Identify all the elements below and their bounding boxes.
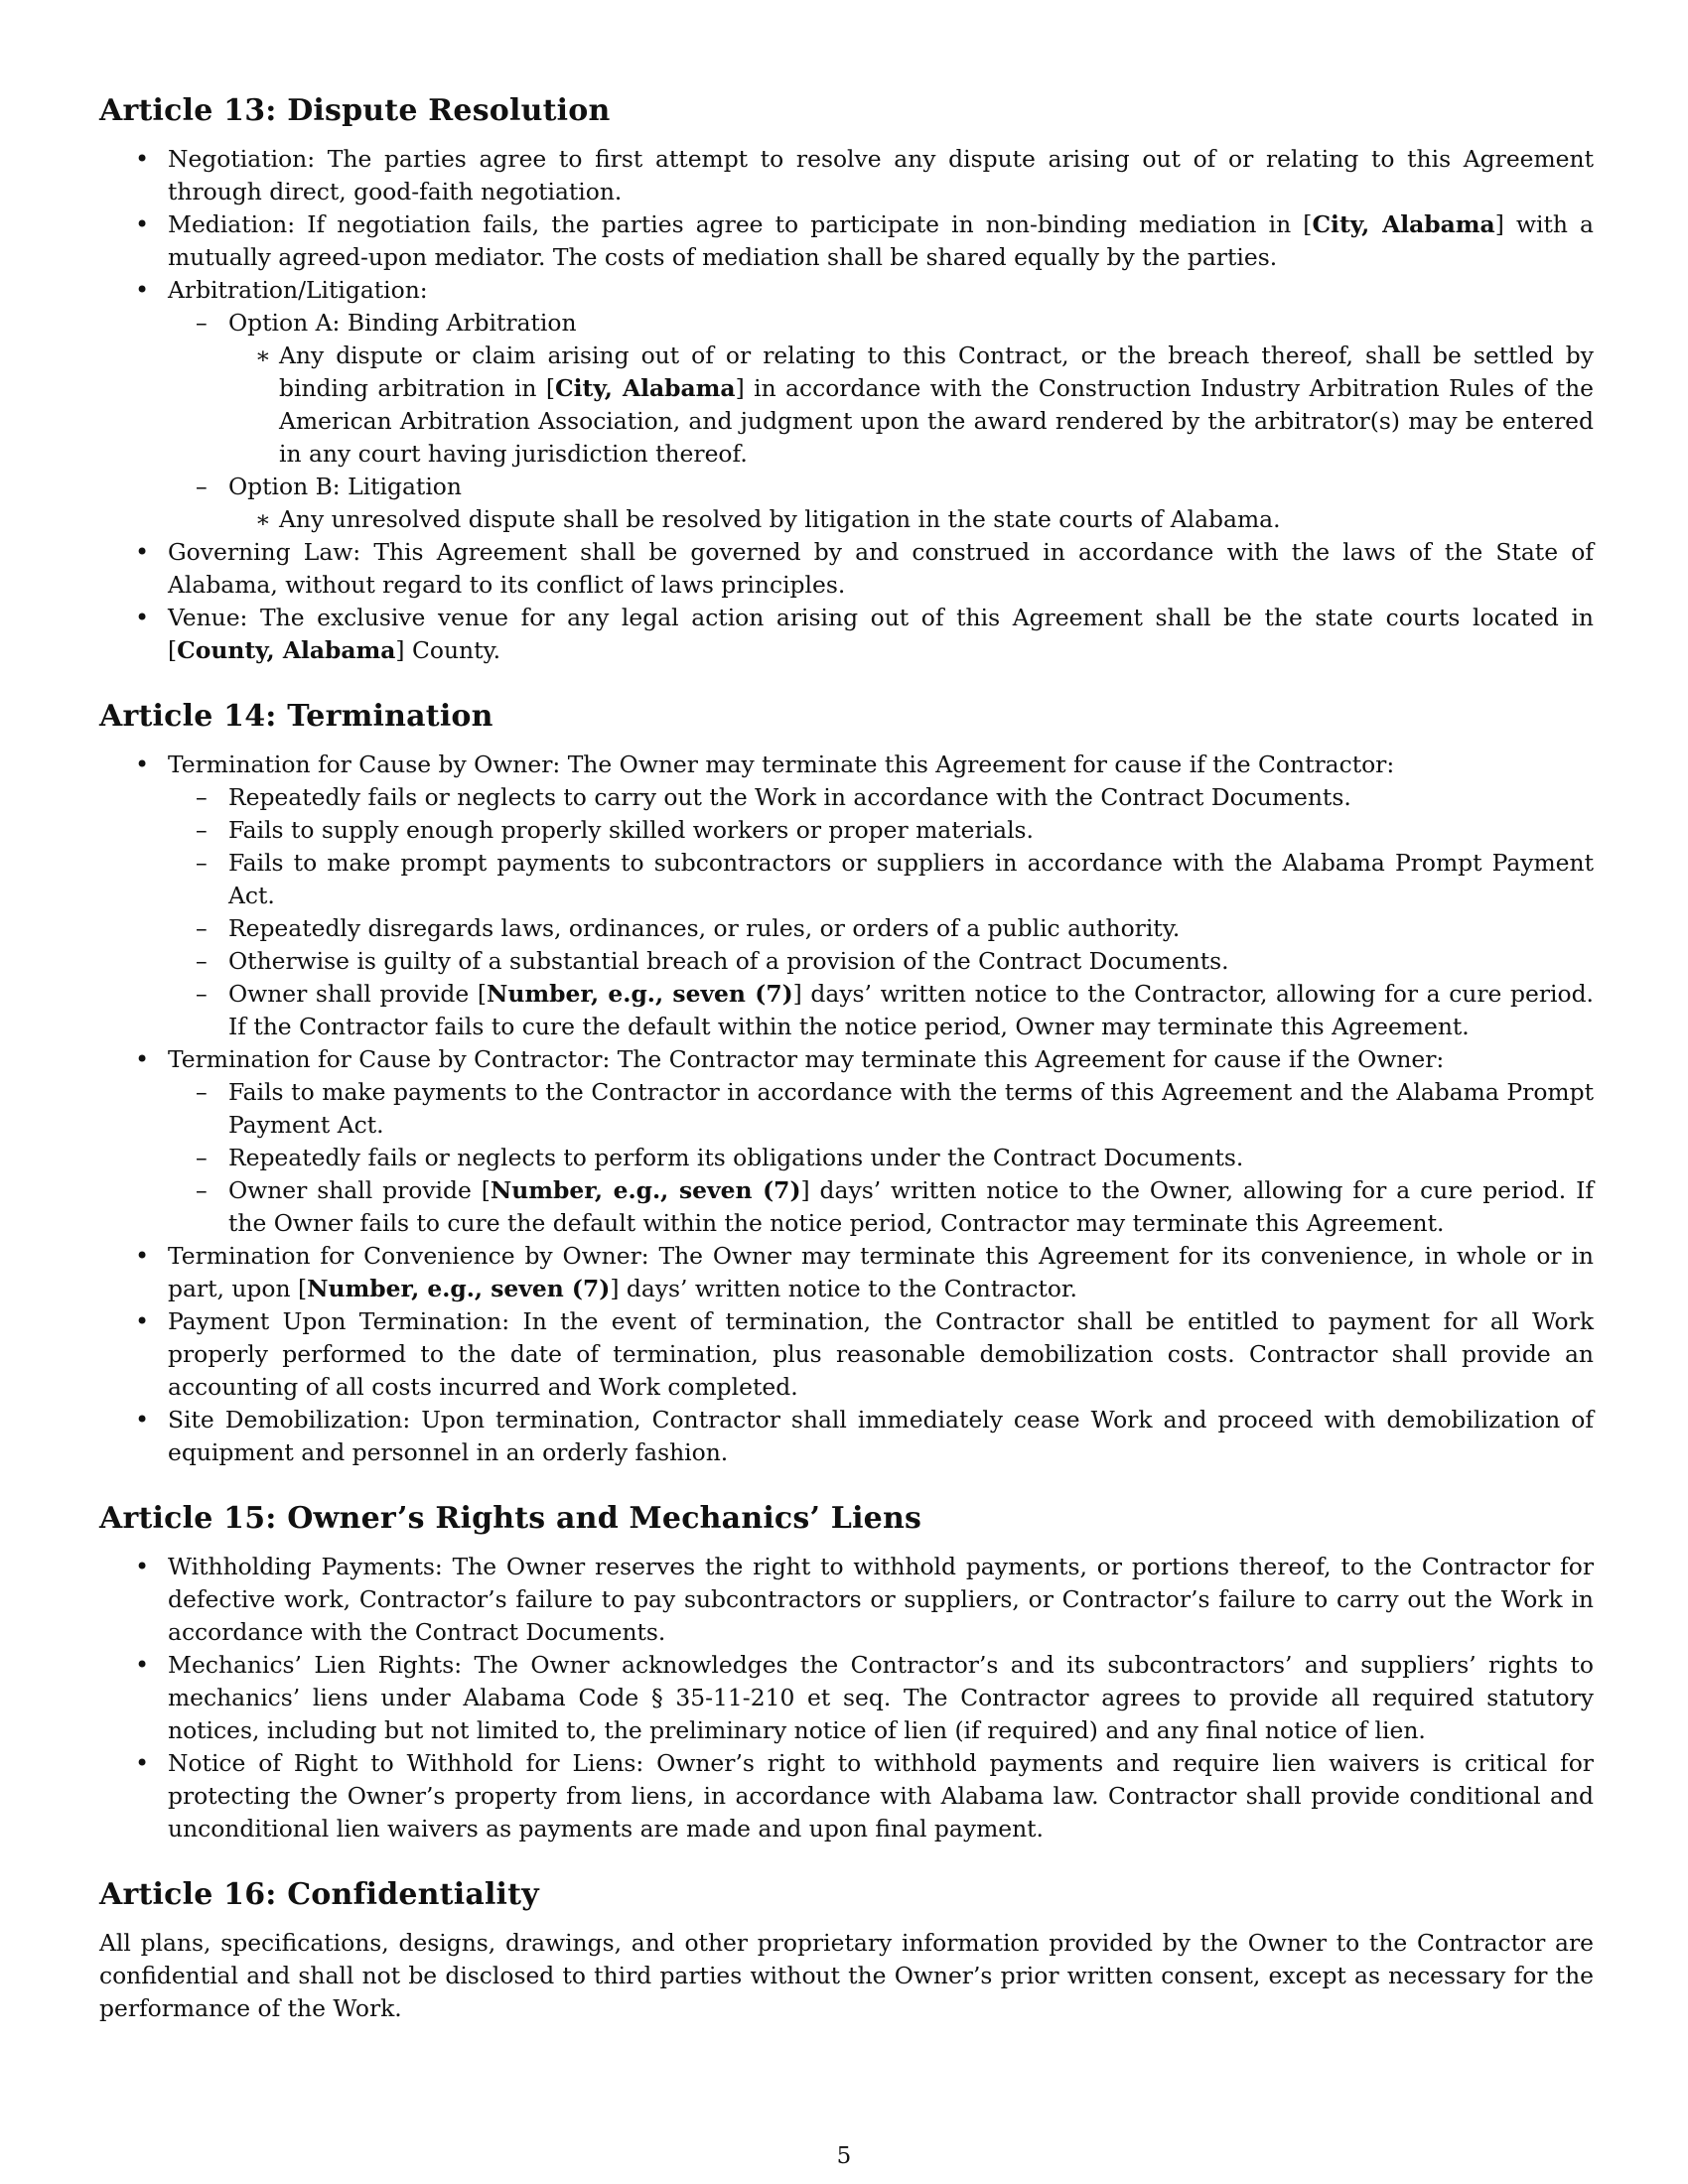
article-16-section xyxy=(99,1875,1594,2025)
document-page xyxy=(99,91,1594,2055)
contractor-notice-item: – Owner shall provide [Number, e.g., seven (7)] days’ written notice to the Owner, allowing for a cure period. If the Owner fails to cure the default within the notice period, Contractor may terminate this Agreement. xyxy=(168,1174,1594,1240)
list-item: – Repeatedly fails or neglects to carry out the Work in accordance with the Contract Documents. xyxy=(168,781,1594,814)
page-number: 5 xyxy=(836,2143,852,2169)
withhold-notice-item: • Notice of Right to Withhold for Liens: Owner’s right to withhold payments and require lien waivers is critical for protecting the Owner’s property from liens, in accordance with Alabama law. Contractor shall provide conditional and unconditional lien waivers as payments are made and upon final payment. xyxy=(99,1747,1594,1845)
list-item: – Fails to make payments to the Contractor in accordance with the terms of this Agreement and the Alabama Prompt Payment Act. xyxy=(168,1076,1594,1142)
list-item: – Repeatedly fails or neglects to perform its obligations under the Contract Documents. xyxy=(168,1142,1594,1174)
option-b-text: ∗ Any unresolved dispute shall be resolved by litigation in the state courts of Alabama. xyxy=(228,503,1594,536)
article-14-heading: Article 14: Termination xyxy=(99,699,493,734)
article-14-list xyxy=(99,749,1594,1469)
list-item: – Otherwise is guilty of a substantial breach of a provision of the Contract Documents. xyxy=(168,945,1594,978)
mediation-item: • Mediation: If negotiation fails, the parties agree to participate in non-binding mediation in [City, Alabama] with a mutually agreed-upon mediator. The costs of mediation shall be shared equally by the parties. xyxy=(99,208,1594,274)
option-a-text: ∗ Any dispute or claim arising out of or relating to this Contract, or the breach thereof, shall be settled by binding arbitration in [City, Alabama] in accordance with the Construction Industry Arbitration Rules of the American Arbitration Association, and judgment upon the award rendered by the arbitrator(s) may be entered in any court having jurisdiction thereof. xyxy=(228,340,1594,471)
contractor-cause-item: • Termination for Cause by Contractor: The Contractor may terminate this Agreement for cause if the Owner: – Fails to make payments to the Contractor in accordance with the terms of this Agreement and the Alabama Prompt Payment Act. – Repeatedly fails or neglects to perform its obligations under the Contract Documents. – Owner shall provide [Number, e.g., seven (7)] days’ written notice to the Owner, allowing for a cure period. If the Owner fails to cure the default within the notice period, Contractor may terminate this Agreement. xyxy=(99,1043,1594,1240)
list-item: – Repeatedly disregards laws, ordinances, or rules, or orders of a public authority. xyxy=(168,912,1594,945)
list-item: – Fails to make prompt payments to subcontractors or suppliers in accordance with the Alabama Prompt Payment Act. xyxy=(168,847,1594,912)
article-16-heading: Article 16: Confidentiality xyxy=(99,1877,539,1912)
article-15-section xyxy=(99,1499,1594,1845)
demobilization-item: • Site Demobilization: Upon termination, Contractor shall immediately cease Work and proceed with demobilization of equipment and personnel in an orderly fashion. xyxy=(99,1404,1594,1469)
arbitration-options-list xyxy=(168,307,1594,536)
negotiation-item: • Negotiation: The parties agree to first attempt to resolve any dispute arising out of or relating to this Agreement through direct, good-faith negotiation. xyxy=(99,143,1594,208)
governing-law-item: • Governing Law: This Agreement shall be governed by and construed in accordance with the laws of the State of Alabama, without regard to its conflict of laws principles. xyxy=(99,536,1594,602)
option-b-item: – Option B: Litigation ∗ Any unresolved dispute shall be resolved by litigation in the state courts of Alabama. xyxy=(168,471,1594,536)
owner-notice-item: – Owner shall provide [Number, e.g., seven (7)] days’ written notice to the Contractor, allowing for a cure period. If the Contractor fails to cure the default within the notice period, Owner may terminate this Agreement. xyxy=(168,978,1594,1043)
article-13-section xyxy=(99,91,1594,667)
payment-item: • Payment Upon Termination: In the event of termination, the Contractor shall be entitled to payment for all Work properly performed to the date of termination, plus reasonable demobilization costs. Contractor shall provide an accounting of all costs incurred and Work completed. xyxy=(99,1305,1594,1404)
article-13-list xyxy=(99,143,1594,667)
owner-cause-item: • Termination for Cause by Owner: The Owner may terminate this Agreement for cause if the Contractor: – Repeatedly fails or neglects to carry out the Work in accordance with the Contract Documents. – Fails to supply enough properly skilled workers or proper materials. – Fails to make prompt payments to subcontractors or suppliers in accordance with the Alabama Prompt Payment Act. – Repeatedly disregards laws, ordinances, or rules, or orders of a public authority. – Otherwise is guilty of a substantial breach of a provision of the Contract Documents. – Owner shall provide [Number, e.g., seven (7)] days’ written notice to the Contractor, allowing for a cure period. If the Contractor fails to cure the default within the notice period, Owner may terminate this Agreement. xyxy=(99,749,1594,1043)
arbitration-litigation-item: • Arbitration/Litigation: – Option A: Binding Arbitration ∗ Any dispute or claim arising out of or relating to this Contract, or the breach thereof, shall be settled by binding arbitration in [City, Alabama] in accordance with the Construction Industry Arbitration Rules of the American Arbitration Association, and judgment upon the award rendered by the arbitrator(s) may be entered in any court having jurisdiction thereof. – Option B: Litigation ∗ Any unresolved dispute shall be resolved by litigation in the state courts of Alabama. xyxy=(99,274,1594,536)
owner-cause-sublist xyxy=(168,781,1594,1043)
contractor-cause-sublist xyxy=(168,1076,1594,1240)
lien-rights-item: • Mechanics’ Lien Rights: The Owner acknowledges the Contractor’s and its subcontractors’ and suppliers’ rights to mechanics’ liens under Alabama Code § 35-11-210 et seq. The Contractor agrees to provide all required statutory notices, including but not limited to, the preliminary notice of lien (if required) and any final notice of lien. xyxy=(99,1649,1594,1747)
confidentiality-paragraph: All plans, specifications, designs, drawings, and other proprietary information provided by the Owner to the Contractor are confidential and shall not be disclosed to third parties without the Owner’s prior written consent, except as necessary for the performance of the Work. xyxy=(99,1929,1594,2022)
article-15-heading: Article 15: Owner’s Rights and Mechanics’ Liens xyxy=(99,1501,922,1536)
convenience-item: • Termination for Convenience by Owner: The Owner may terminate this Agreement for its convenience, in whole or in part, upon [Number, e.g., seven (7)] days’ written notice to the Contractor. xyxy=(99,1240,1594,1305)
list-item: – Fails to supply enough properly skilled workers or proper materials. xyxy=(168,814,1594,847)
withholding-item: • Withholding Payments: The Owner reserves the right to withhold payments, or portions thereof, to the Contractor for defective work, Contractor’s failure to pay subcontractors or suppliers, or Contractor’s failure to carry out the Work in accordance with the Contract Documents. xyxy=(99,1551,1594,1649)
option-a-item: – Option A: Binding Arbitration ∗ Any dispute or claim arising out of or relating to this Contract, or the breach thereof, shall be settled by binding arbitration in [City, Alabama] in accordance with the Construction Industry Arbitration Rules of the American Arbitration Association, and judgment upon the award rendered by the arbitrator(s) may be entered in any court having jurisdiction thereof. xyxy=(168,307,1594,471)
article-14-section xyxy=(99,697,1594,1469)
article-13-heading: Article 13: Dispute Resolution xyxy=(99,93,611,128)
article-15-list xyxy=(99,1551,1594,1845)
venue-item: • Venue: The exclusive venue for any legal action arising out of this Agreement shall be the state courts located in [County, Alabama] County. xyxy=(99,602,1594,667)
